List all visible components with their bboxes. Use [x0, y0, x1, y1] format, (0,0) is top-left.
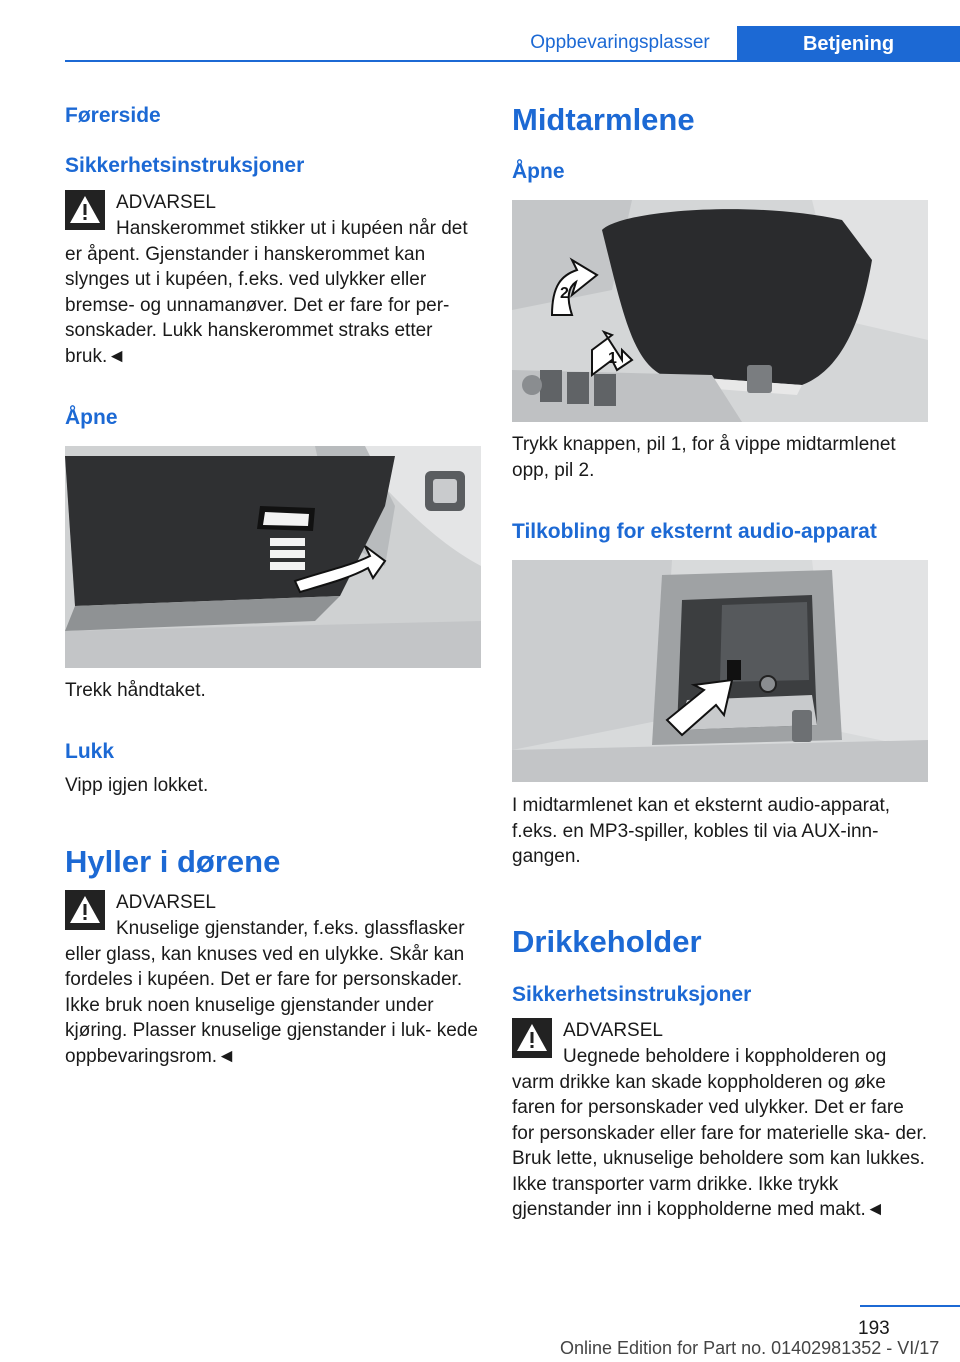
heading-safety-instructions: Sikkerhetsinstruksjoner	[512, 983, 752, 1006]
arrow-label-2: 2	[560, 285, 569, 302]
warning-label: ADVARSEL	[563, 1020, 663, 1041]
warning-text: Hanskerommet stikker ut i kupéen når det er åpent. Gjenstander i hanskerommet kan slynges ut i kupéen, f.eks. ved ulykker eller bremse- og unnamanøver. Det er fare for per- sonskader. Lukk hanskerommet straks etter bruk.◄	[65, 218, 468, 367]
figure-caption: Trykk knappen, pil 1, for å vippe midtarmlenet opp, pil 2.	[512, 434, 896, 481]
heading-safety-instructions: Sikkerhetsinstruksjoner	[65, 154, 305, 177]
heading-door-shelves: Hyller i dørene	[65, 844, 281, 879]
armrest-illustration	[512, 200, 928, 422]
heading-close: Lukk	[65, 740, 115, 763]
warning-label: ADVARSEL	[116, 192, 216, 213]
warning-label: ADVARSEL	[116, 892, 216, 913]
header-rule	[65, 60, 960, 62]
close-instructions: Vipp igjen lokket.	[65, 775, 209, 796]
figure-caption: Trekk håndtaket.	[65, 680, 206, 701]
arrow-label-1: 1	[608, 350, 617, 367]
figure-caption: I midtarmlenet kan et eksternt audio-apparat, f.eks. en MP3-spiller, kobles til via AUX-inn- gangen.	[512, 795, 891, 867]
aux-illustration	[512, 560, 928, 782]
glovebox-illustration	[65, 446, 481, 668]
glovebox-figure	[65, 446, 481, 668]
header-section-tab[interactable]: Oppbevaringsplasser	[530, 32, 710, 53]
footer-rule	[860, 1305, 960, 1307]
heading-armrest: Midtarmlene	[512, 102, 695, 137]
heading-open: Åpne	[512, 160, 565, 183]
page-number: 193	[858, 1318, 890, 1339]
heading-open: Åpne	[65, 406, 118, 429]
heading-cupholder: Drikkeholder	[512, 924, 702, 959]
heading-aux: Tilkobling for eksternt audio-apparat	[512, 520, 877, 543]
heading-forerside: Førerside	[65, 104, 161, 127]
aux-figure	[512, 560, 928, 782]
armrest-figure	[512, 200, 928, 422]
warning-text: Knuselige gjenstander, f.eks. glassflasker eller glass, kan knuses ved en ulykke. Skår kan fordeles i kupéen. Det er fare for personskader. Ikke bruk noen knuselige gjenstander under kjøring. Plasser knuselige gjenstander i luk- kede oppbevaringsrom.◄	[65, 918, 478, 1067]
warning-text: Uegnede beholdere i koppholderen og varm drikke kan skade koppholderen og øke faren for personskader ved ulykker. Det er fare for personskader eller fare for materielle ska- der. Bruk lette, uknuselige beholdere som kan lukkes. Ikke transporter varm drikke. Ikke trykk gjenstander inn i koppholderne med makt.◄	[512, 1046, 928, 1220]
edition-line: Online Edition for Part no. 01402981352 - VI/17	[560, 1338, 940, 1358]
header-chapter-tab[interactable]: Betjening	[737, 26, 960, 62]
